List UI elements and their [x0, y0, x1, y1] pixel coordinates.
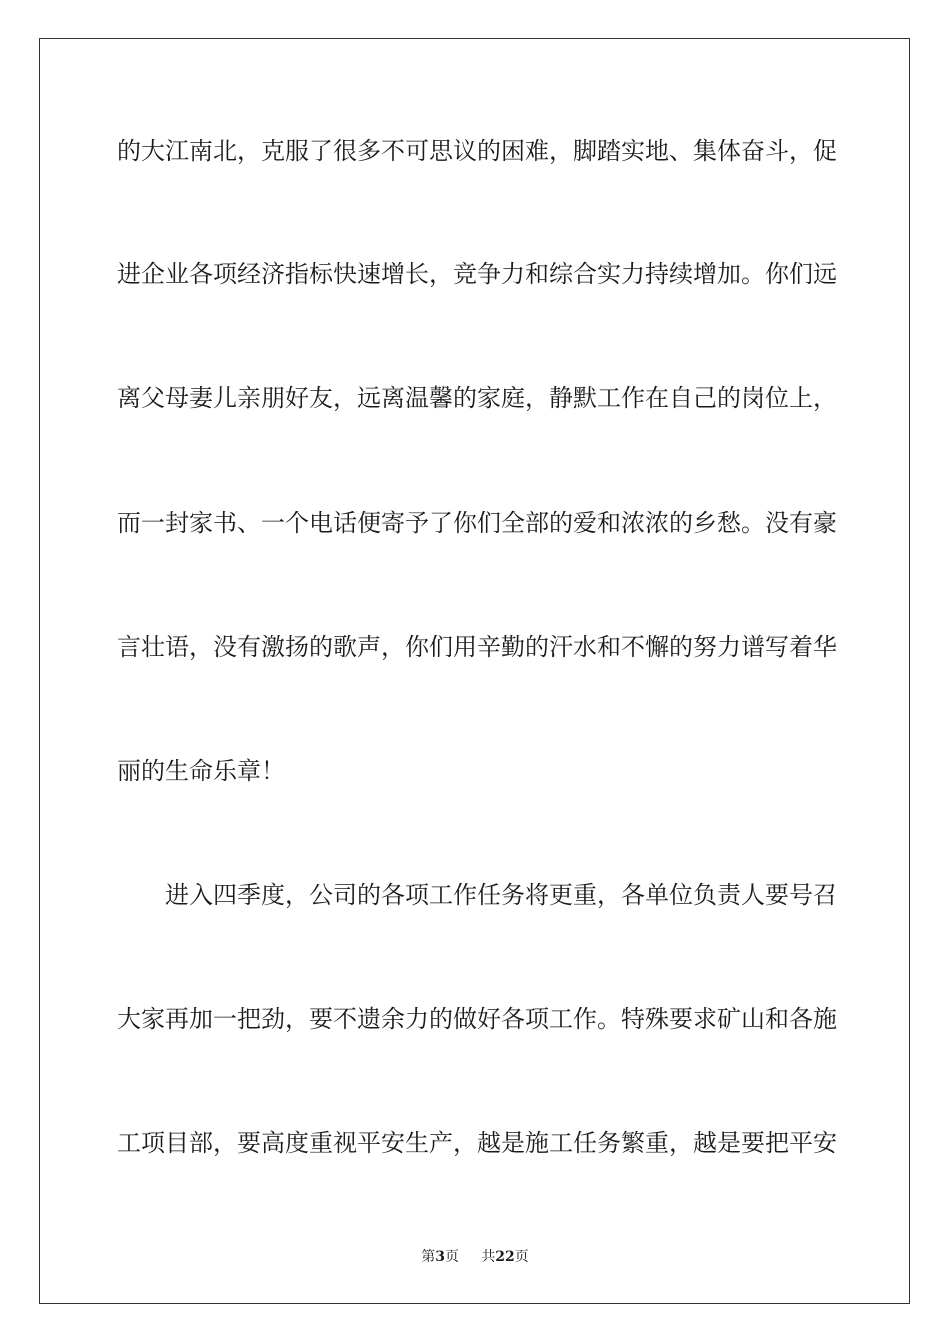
paragraph-line-9: 工项目部，要高度重视平安生产，越是施工任务繁重，越是要把平安 [117, 1129, 837, 1157]
total-prefix: 共 [481, 1249, 496, 1265]
paragraph-line-6: 丽的生命乐章！ [117, 757, 285, 785]
paragraph-line-7: 进入四季度，公司的各项工作任务将更重，各单位负责人要号召 [165, 881, 837, 909]
paragraph-line-1: 的大江南北，克服了很多不可思议的困难，脚踏实地、集体奋斗，促 [117, 137, 837, 165]
page-suffix: 页 [445, 1249, 459, 1265]
page-label [421, 1249, 463, 1265]
page-prefix: 第 [421, 1249, 436, 1265]
page-footer [0, 1248, 950, 1266]
total-label [481, 1249, 528, 1265]
page-number: 3 [435, 1249, 445, 1265]
page-border [39, 38, 910, 1304]
total-suffix: 页 [514, 1249, 529, 1265]
paragraph-line-5: 言壮语，没有激扬的歌声，你们用辛勤的汗水和不懈的努力谱写着华 [117, 633, 837, 661]
paragraph-line-8: 大家再加一把劲，要不遗余力的做好各项工作。特殊要求矿山和各施 [117, 1005, 837, 1033]
total-pages: 22 [495, 1249, 515, 1265]
paragraph-line-3: 离父母妻儿亲朋好友，远离温馨的家庭，静默工作在自己的岗位上， [117, 384, 837, 412]
paragraph-line-4: 而一封家书、一个电话便寄予了你们全部的爱和浓浓的乡愁。没有豪 [117, 509, 837, 537]
paragraph-line-2: 进企业各项经济指标快速增长，竞争力和综合实力持续增加。你们远 [117, 260, 837, 288]
